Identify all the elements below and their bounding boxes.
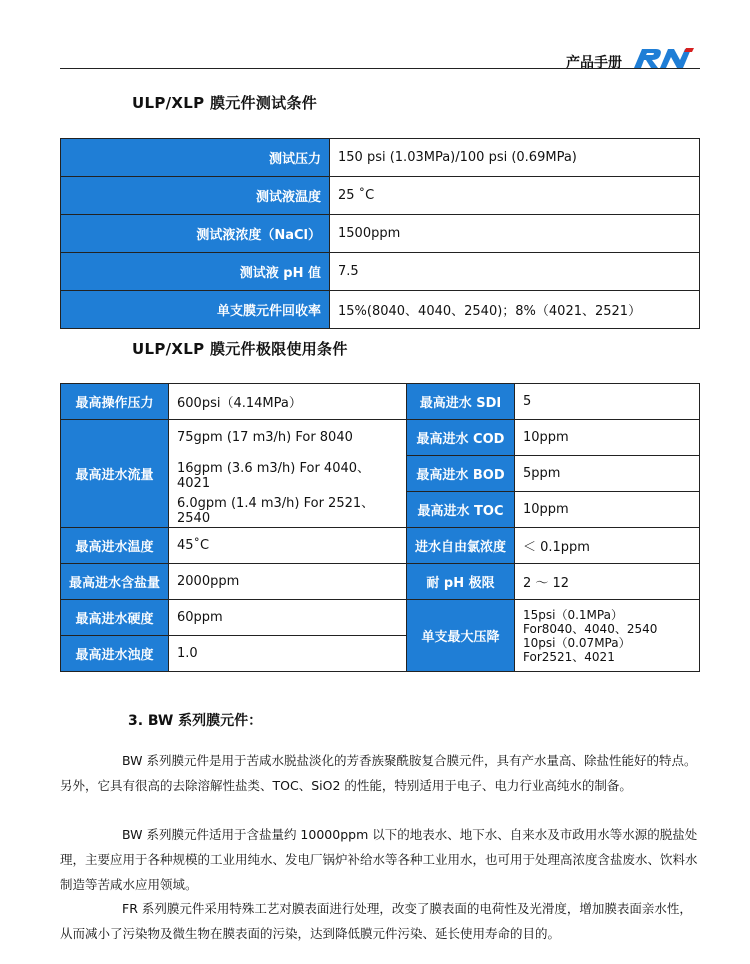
row-value: 1.0	[169, 636, 407, 672]
page-header	[60, 40, 700, 70]
paragraph: FR 系列膜元件采用特殊工艺对膜表面进行处理，改变了膜表面的电荷性及光滑度，增加膜表面亲水性，从而减小了污染物及微生物在膜表面的污染，达到降低膜元件污染、延长使用寿命的目的。	[60, 901, 692, 941]
row-label: 最高操作压力	[61, 384, 169, 420]
pressure-drop-line: 15psi（0.1MPa）	[523, 607, 623, 622]
row-label: 最高进水 SDI	[407, 384, 515, 420]
table-row	[61, 253, 700, 291]
table-row	[61, 215, 700, 253]
row-value: 2000ppm	[169, 564, 407, 600]
row-label: 最高进水 BOD	[407, 456, 515, 492]
row-value: 6.0gpm (1.4 m3/h) For 2521、2540	[169, 492, 407, 528]
row-label: 最高进水 TOC	[407, 492, 515, 528]
row-value: 15%(8040、4040、2540)；8%（4021、2521）	[330, 291, 700, 329]
row-label: 测试压力	[61, 139, 330, 177]
limit-conditions-table	[60, 383, 700, 672]
pressure-drop-line: For2521、4021	[523, 649, 615, 664]
row-value: 5	[515, 384, 700, 420]
row-value: 1500ppm	[330, 215, 700, 253]
header-label: 产品手册	[566, 55, 622, 71]
paragraph: BW 系列膜元件适用于含盐量约 10000ppm 以下的地表水、地下水、自来水及市政用水等水源的脱盐处理，主要应用于各种规模的工业用纯水、发电厂锅炉补给水等各种工业用水，也可用于处理高浓度含盐废水、饮料水制造等苦咸水应用领域。	[60, 827, 698, 892]
row-label: 测试液温度	[61, 177, 330, 215]
table-row	[61, 420, 700, 456]
table-row	[61, 600, 700, 636]
section1-title: ULP/XLP 膜元件测试条件	[132, 94, 318, 112]
table-row	[61, 384, 700, 420]
table-row	[61, 177, 700, 215]
row-label: 最高进水流量	[61, 420, 169, 528]
row-value: ＜ 0.1ppm	[515, 528, 700, 564]
row-value: 45˚C	[169, 528, 407, 564]
row-value: 7.5	[330, 253, 700, 291]
section2-title: ULP/XLP 膜元件极限使用条件	[132, 340, 348, 358]
row-value: 60ppm	[169, 600, 407, 636]
table-row	[61, 564, 700, 600]
paragraph: BW 系列膜元件是用于苦咸水脱盐淡化的芳香族聚酰胺复合膜元件，具有产水量高、除盐性能好的特点。另外，它具有很高的去除溶解性盐类、TOC、SiO2 的性能，特别适用于电子、电力行业高纯水的制备。	[60, 753, 697, 793]
row-value: 10ppm	[515, 420, 700, 456]
row-label: 进水自由氯浓度	[407, 528, 515, 564]
row-label: 最高进水浊度	[61, 636, 169, 672]
row-value: 2 ～ 12	[515, 564, 700, 600]
table-row	[61, 291, 700, 329]
row-label: 最高进水硬度	[61, 600, 169, 636]
row-label: 最高进水含盐量	[61, 564, 169, 600]
row-label: 耐 pH 极限	[407, 564, 515, 600]
pressure-drop-value	[515, 600, 700, 672]
row-label: 最高进水 COD	[407, 420, 515, 456]
row-label: 单支最大压降	[407, 600, 515, 672]
row-value: 25 ˚C	[330, 177, 700, 215]
row-value: 5ppm	[515, 456, 700, 492]
row-label: 测试液 pH 值	[61, 253, 330, 291]
pressure-drop-line: For8040、4040、2540	[523, 621, 658, 636]
header-divider	[60, 68, 700, 69]
row-label: 最高进水温度	[61, 528, 169, 564]
table-row	[61, 139, 700, 177]
test-conditions-table	[60, 138, 700, 329]
row-value: 16gpm (3.6 m3/h) For 4040、4021	[169, 456, 407, 492]
row-value: 150 psi (1.03MPa)/100 psi (0.69MPa)	[330, 139, 700, 177]
row-label: 测试液浓度（NaCl）	[61, 215, 330, 253]
row-value: 10ppm	[515, 492, 700, 528]
row-label: 单支膜元件回收率	[61, 291, 330, 329]
company-logo	[630, 46, 696, 70]
pressure-drop-line: 10psi（0.07MPa）	[523, 635, 631, 650]
table-row	[61, 528, 700, 564]
row-value: 75gpm (17 m3/h) For 8040	[169, 420, 407, 456]
row-value: 600psi（4.14MPa）	[169, 384, 407, 420]
section3-title: 3. BW 系列膜元件：	[128, 713, 263, 729]
